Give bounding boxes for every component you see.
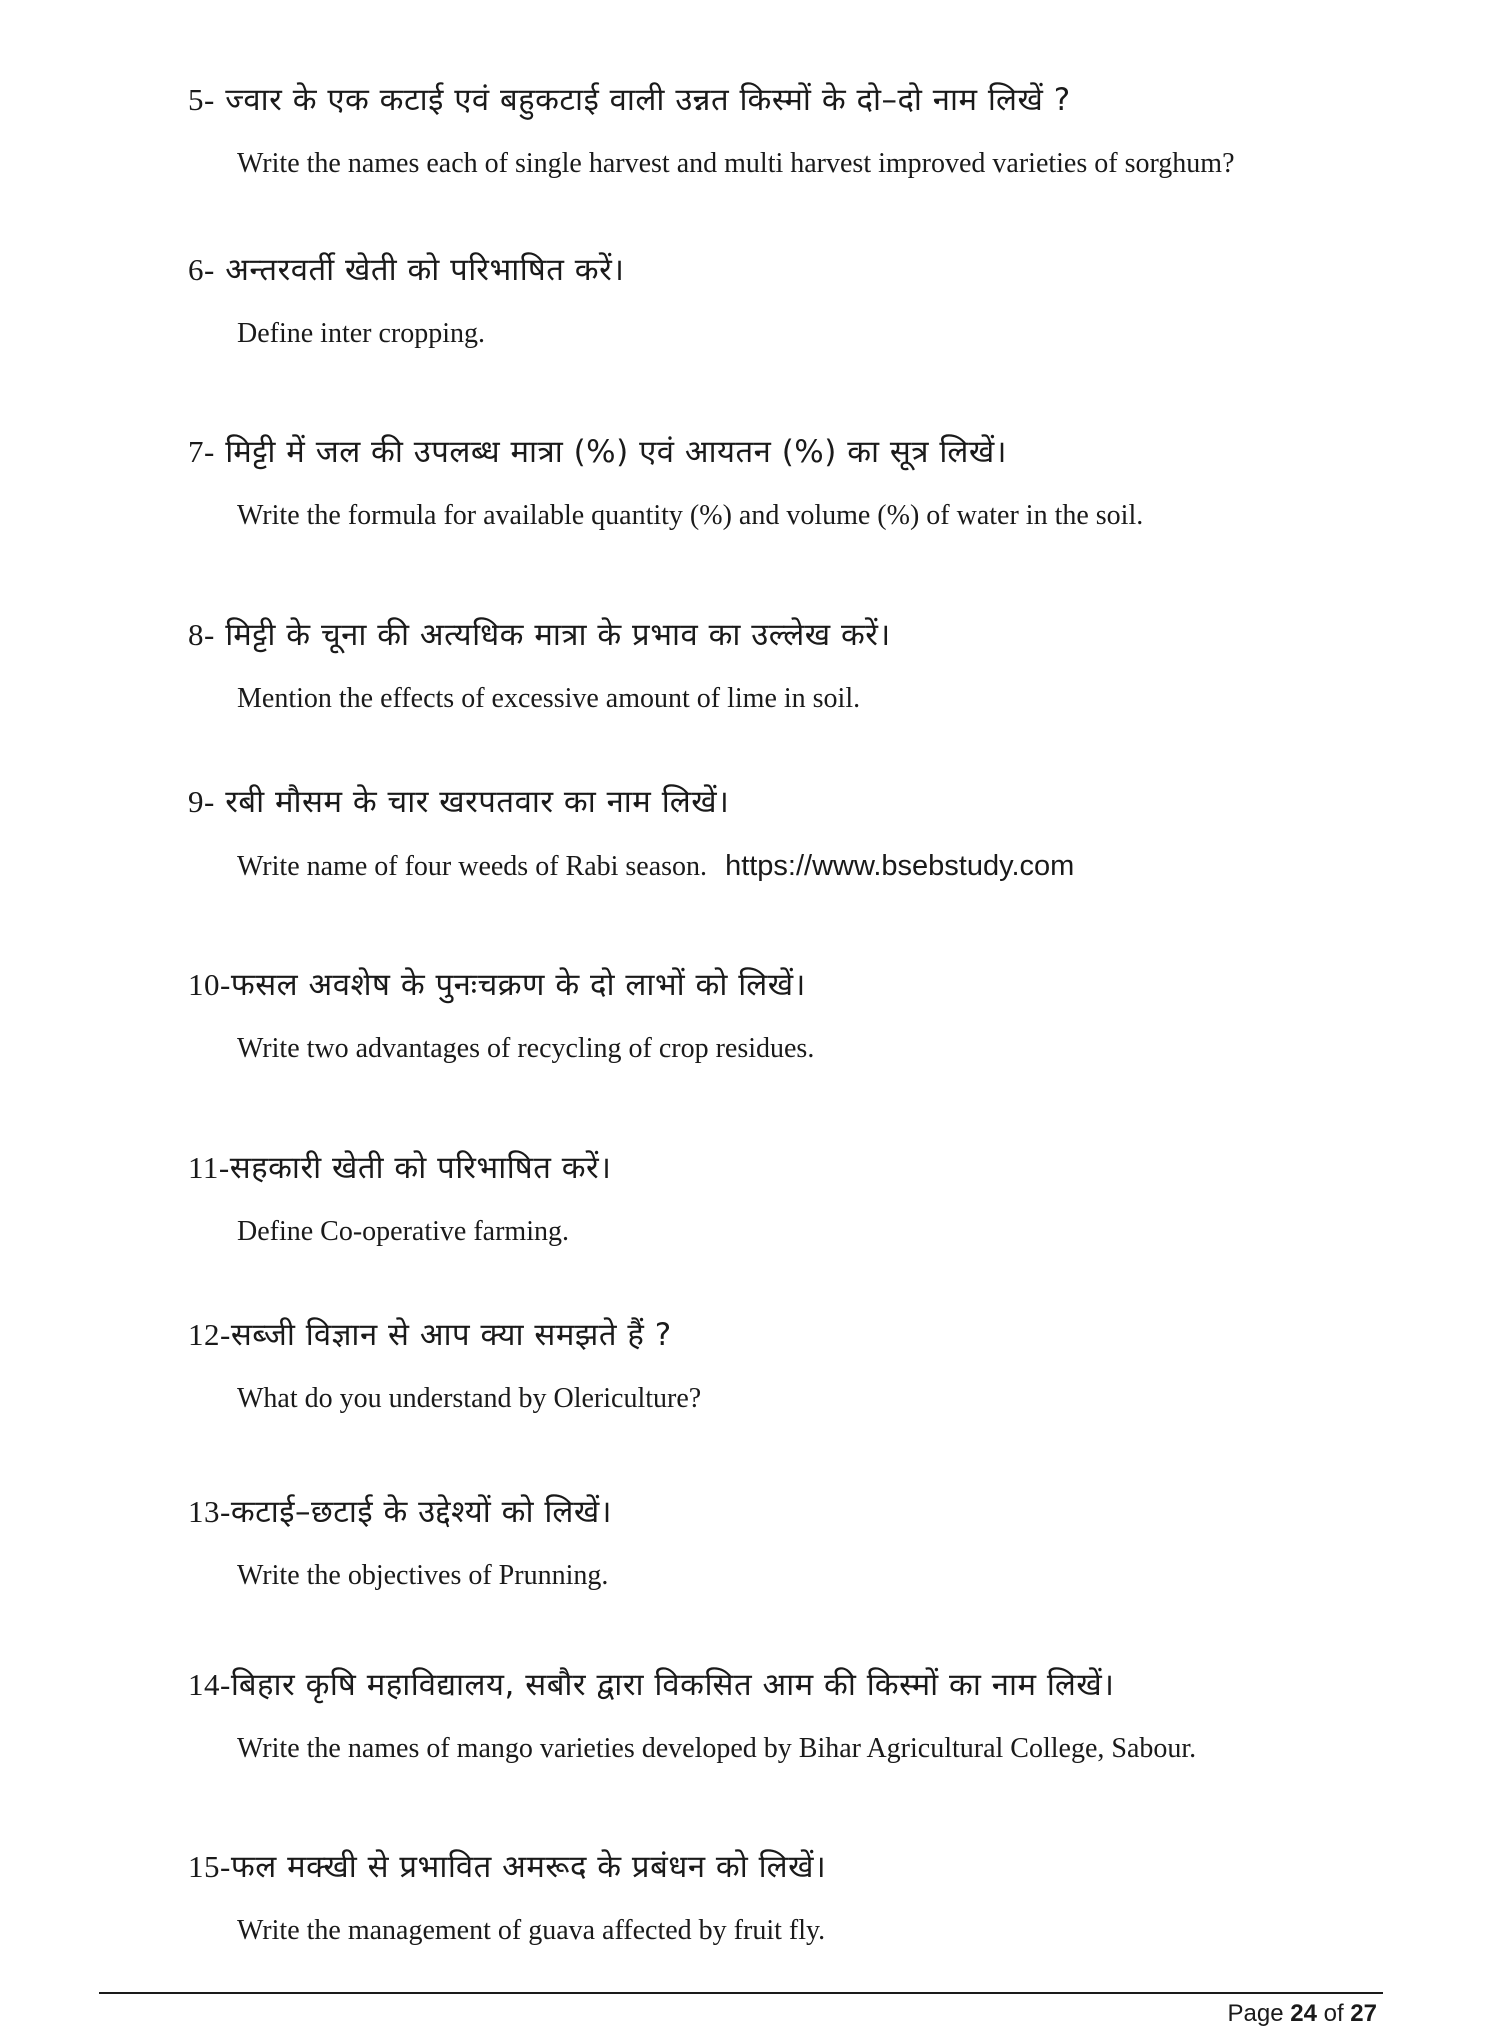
question-hindi: बिहार कृषि महाविद्यालय, सबौर द्वारा विकसित आम की किस्मों का नाम लिखें।	[230, 1667, 1115, 1703]
question-13	[188, 1492, 1388, 1594]
question-hindi-text	[188, 965, 1388, 1005]
question-hindi-text	[188, 250, 1388, 290]
question-number: 8-	[188, 617, 215, 652]
footer-divider	[99, 1992, 1383, 1994]
page-total: 27	[1350, 2000, 1377, 2027]
question-hindi-text	[188, 1665, 1388, 1705]
question-12	[188, 1315, 1388, 1417]
question-number: 7-	[188, 434, 215, 469]
page-label: Page	[1227, 2000, 1284, 2027]
question-hindi: मिट्टी के चूना की अत्यधिक मात्रा के प्रभाव का उल्लेख करें।	[225, 617, 891, 653]
question-english: Write the formula for available quantity (%) and volume (%) of water in the soil.	[237, 500, 1144, 531]
question-15	[188, 1847, 1388, 1949]
question-hindi: रबी मौसम के चार खरपतवार का नाम लिखें।	[225, 784, 730, 820]
question-number: 14-	[188, 1667, 231, 1702]
question-english: Define inter cropping.	[237, 318, 486, 349]
question-10	[188, 965, 1388, 1067]
question-english: Write two advantages of recycling of crop residues.	[237, 1033, 815, 1064]
question-8	[188, 615, 1388, 717]
watermark-url: https://www.bsebstudy.com	[725, 850, 1075, 882]
of-label: of	[1323, 2000, 1344, 2027]
question-english: Write the management of guava affected by fruit fly.	[237, 1915, 826, 1946]
question-11	[188, 1148, 1388, 1250]
question-english: Write the objectives of Prunning.	[237, 1560, 609, 1591]
question-english-text: Write name of four weeds of Rabi season.	[237, 851, 708, 882]
question-hindi: कटाई–छटाई के उद्देश्यों को लिखें।	[230, 1494, 613, 1530]
question-hindi-text	[188, 615, 1388, 655]
question-7	[188, 432, 1388, 534]
question-hindi-text	[188, 80, 1388, 120]
question-9	[188, 782, 1388, 885]
question-number: 9-	[188, 784, 215, 819]
question-hindi-text	[188, 1847, 1388, 1887]
question-number: 15-	[188, 1849, 231, 1884]
question-14	[188, 1665, 1388, 1767]
question-hindi: अन्तरवर्ती खेती को परिभाषित करें।	[225, 252, 625, 288]
question-5	[188, 80, 1388, 182]
question-hindi: सब्जी विज्ञान से आप क्या समझते हैं ?	[230, 1317, 672, 1353]
question-english	[237, 848, 1388, 885]
page-number-footer	[1228, 2000, 1378, 2028]
question-hindi: फसल अवशेष के पुनःचक्रण के दो लाभों को लिखें।	[230, 967, 806, 1003]
question-number: 10-	[188, 967, 231, 1002]
page-current: 24	[1290, 2000, 1317, 2027]
question-hindi: सहकारी खेती को परिभाषित करें।	[229, 1150, 612, 1186]
question-english: Mention the effects of excessive amount of lime in soil.	[237, 683, 861, 714]
question-hindi: फल मक्खी से प्रभावित अमरूद के प्रबंधन को लिखें।	[230, 1849, 827, 1885]
question-hindi-text	[188, 782, 1388, 822]
question-english: What do you understand by Olericulture?	[237, 1383, 702, 1414]
question-hindi: मिट्टी में जल की उपलब्ध मात्रा (%) एवं आयतन (%) का सूत्र लिखें।	[225, 434, 1007, 470]
question-hindi-text	[188, 432, 1388, 472]
question-number: 5-	[188, 82, 215, 117]
question-6	[188, 250, 1388, 352]
question-number: 11-	[188, 1150, 230, 1185]
question-hindi-text	[188, 1148, 1388, 1188]
question-number: 12-	[188, 1317, 231, 1352]
question-number: 13-	[188, 1494, 231, 1529]
question-english: Write the names of mango varieties developed by Bihar Agricultural College, Sabour.	[237, 1733, 1197, 1764]
question-hindi-text	[188, 1492, 1388, 1532]
question-hindi-text	[188, 1315, 1388, 1355]
question-hindi: ज्वार के एक कटाई एवं बहुकटाई वाली उन्नत किस्मों के दो–दो नाम लिखें ?	[225, 82, 1071, 118]
question-english: Write the names each of single harvest and multi harvest improved varieties of sorghum?	[237, 148, 1235, 179]
question-number: 6-	[188, 252, 215, 287]
question-english: Define Co-operative farming.	[237, 1216, 569, 1247]
